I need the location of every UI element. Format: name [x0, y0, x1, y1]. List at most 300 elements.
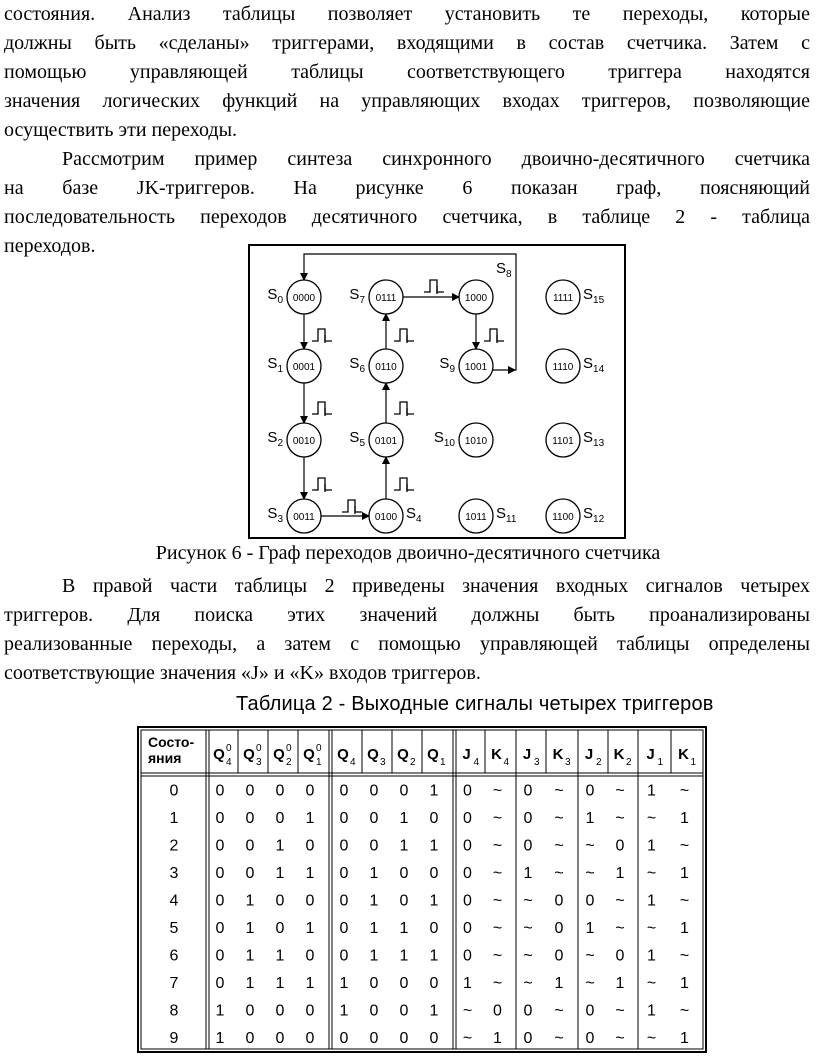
table-row [170, 783, 690, 800]
state-label: $S_4$ [406, 505, 422, 525]
figure-caption: Рисунок 6 - Граф переходов двоично-десятичного счетчика [155, 542, 661, 564]
table-cell: ~ [554, 837, 564, 855]
table-cell: 0 [305, 947, 315, 965]
state-label-index: 2 [277, 438, 283, 449]
table-cell: 0 [339, 1030, 349, 1047]
column-header-sub: 1 [657, 757, 664, 768]
table-cell: ~ [615, 782, 625, 800]
state-number-cell: 3 [169, 865, 179, 882]
table-inner-border [141, 730, 703, 1049]
table-cell: 0 [369, 1002, 379, 1020]
arrow-head [508, 366, 516, 374]
table-cell: 0 [275, 1030, 285, 1047]
state-code: 0111 [375, 293, 397, 304]
table-cell: 0 [554, 920, 564, 937]
text-line: Рассмотрим пример синтеза синхронного двоично-десятичного счетчика [62, 148, 810, 170]
table-cell: 0 [399, 1002, 409, 1020]
clock-pulse-icons [312, 280, 504, 514]
table-cell: ~ [554, 810, 564, 827]
table-row [170, 1003, 690, 1020]
table-cell: 1 [339, 1002, 349, 1020]
table-cell: 1 [523, 865, 533, 882]
table-cell: 0 [429, 810, 439, 827]
table-cell: ~ [523, 892, 533, 910]
table-cell: 1 [399, 810, 409, 827]
table-cell: 1 [647, 782, 656, 800]
column-header-sup: 0 [226, 743, 232, 754]
table-cell: ~ [523, 975, 533, 992]
table-cell: 1 [429, 892, 439, 910]
column-header: Q [427, 746, 439, 763]
state-node [349, 423, 403, 457]
column-header: K [678, 746, 689, 763]
state-label: $S_5$ [349, 429, 365, 449]
state-number-cell: 1 [169, 810, 179, 827]
table-cell: ~ [585, 975, 595, 992]
state-label-index: 9 [449, 364, 455, 375]
column-header-sub: 4 [503, 757, 510, 768]
table-cell: 1 [305, 975, 315, 992]
table-cell: 1 [647, 892, 656, 910]
state-code: 0110 [375, 362, 397, 373]
state-node [546, 499, 605, 533]
state-label: $S_{11}$ [496, 505, 517, 525]
column-header: Q [243, 746, 255, 763]
table-cell: ~ [554, 1002, 564, 1020]
table-cell: 0 [463, 810, 472, 827]
column-header-sub: 2 [626, 757, 632, 768]
state-node [546, 280, 605, 314]
table-cell: ~ [679, 892, 690, 910]
state-label: $S_{15}$ [583, 286, 605, 306]
table-cell: 0 [245, 1002, 255, 1020]
table-cell: 1 [305, 810, 315, 827]
state-label-index: 7 [359, 295, 365, 306]
table-cell: 0 [215, 947, 225, 965]
table-cell: 0 [554, 892, 564, 910]
table-cell: 0 [585, 1030, 595, 1047]
table-cell: 0 [275, 892, 285, 910]
column-header-sup: 0 [286, 743, 292, 754]
table-row [170, 975, 690, 992]
table-cell: 1 [399, 947, 409, 965]
table-cell: 0 [215, 892, 225, 910]
table-cell: 1 [554, 975, 564, 992]
column-header-sub: 4 [226, 757, 232, 768]
text-line: осуществить эти переходы. [4, 119, 238, 141]
state-label-index: 10 [443, 438, 455, 449]
table-cell: 0 [429, 865, 439, 882]
table-cell: 0 [305, 1002, 315, 1020]
table-cell: 1 [275, 947, 285, 965]
state-label: $S_3$ [267, 505, 283, 525]
table-cell: 0 [523, 1002, 533, 1020]
table-cell: ~ [615, 1030, 625, 1047]
table-cell: 1 [585, 810, 595, 827]
table-cell: 1 [680, 1030, 689, 1047]
state-node [546, 423, 605, 457]
table-cell: 1 [215, 1002, 225, 1020]
table-cell: 0 [215, 810, 225, 827]
table-cell: 0 [523, 837, 533, 855]
table-cell: 0 [463, 782, 472, 800]
column-header-sub: 3 [565, 757, 571, 768]
table-cell: 0 [215, 837, 225, 855]
table-cell: ~ [615, 810, 625, 827]
state-number-cell: 0 [169, 782, 179, 800]
state-code: 1000 [464, 293, 488, 304]
table-cell: 1 [305, 920, 315, 937]
table-cell: ~ [492, 782, 503, 800]
table-cell: 1 [369, 947, 379, 965]
column-header: K [613, 746, 625, 763]
table-cell: ~ [492, 865, 503, 882]
table-cell: 1 [369, 892, 379, 910]
paragraph-1 [4, 0, 810, 145]
clock-pulse-icon [484, 329, 504, 341]
table-cell: 0 [215, 920, 225, 937]
table-cell: 0 [369, 1030, 379, 1047]
column-header: Q [337, 746, 349, 763]
table-cell: 1 [339, 975, 349, 992]
table-cell: 0 [245, 810, 255, 827]
transition-table [136, 725, 722, 1055]
column-header: Q [303, 746, 315, 763]
column-header-sup: 0 [256, 743, 262, 754]
text-line: значения логических функций на управляющих входах триггеров, позволяющие [4, 90, 810, 112]
state-label: $S_8$ [496, 260, 512, 280]
state-label: $S_6$ [349, 355, 365, 375]
table-cell: 0 [369, 810, 379, 827]
header-state-label: яния [148, 750, 182, 766]
table-cell: ~ [615, 892, 625, 910]
table-cell: 0 [245, 865, 255, 882]
table-cell: 0 [275, 1002, 285, 1020]
state-label-index: 6 [359, 364, 365, 375]
table-cell: ~ [679, 782, 690, 800]
clock-pulse-icon [424, 280, 444, 292]
state-node [459, 260, 512, 314]
table-cell: 1 [429, 837, 439, 855]
state-node [459, 499, 517, 533]
text-line: соответствующие значения «J» и «K» входов триггеров. [4, 662, 481, 684]
state-label: $S_{13}$ [583, 429, 605, 449]
clock-pulse-icon [312, 329, 332, 341]
table-cell: 1 [647, 947, 656, 965]
table-cell: 0 [399, 782, 409, 800]
table-cell: 0 [429, 1030, 439, 1047]
table-cell: 0 [245, 782, 255, 800]
paragraph-3 [4, 572, 810, 688]
table-cell: ~ [615, 920, 625, 937]
table-cell: 0 [585, 782, 595, 800]
table-cell: 0 [215, 782, 225, 800]
column-header-sub: 2 [596, 757, 602, 768]
table-row [170, 920, 690, 937]
column-header: Q [367, 746, 379, 763]
state-code: 1101 [552, 436, 574, 447]
table-cell: ~ [554, 1030, 564, 1047]
column-header: Q [397, 746, 409, 763]
column-header-sub: 3 [380, 757, 386, 768]
column-header: Q [213, 746, 225, 763]
table-cell: ~ [585, 865, 595, 882]
column-header-sup: 0 [316, 743, 322, 754]
table-cell: 0 [399, 975, 409, 992]
table-cell: ~ [492, 975, 503, 992]
table-cell: 0 [339, 782, 349, 800]
state-label-index: 12 [593, 514, 605, 525]
table-cell: 1 [615, 865, 625, 882]
column-header-sub: 2 [286, 757, 292, 768]
table-row [170, 810, 690, 827]
column-header-sub: 2 [410, 757, 416, 768]
table-cell: 1 [245, 920, 255, 937]
table-cell: 0 [399, 865, 409, 882]
state-label-index: 1 [277, 364, 283, 375]
table-row [170, 893, 690, 910]
column-header-sub: 1 [316, 757, 322, 768]
table-cell: ~ [523, 947, 533, 965]
table-row [170, 1030, 690, 1047]
text-line: реализованные переходы, а затем с помощью управляющей таблицы определены [4, 633, 810, 655]
table-cell: 1 [429, 947, 439, 965]
table-cell: 0 [275, 920, 285, 937]
table-cell: ~ [646, 865, 657, 882]
table-row [170, 865, 690, 882]
column-header-sub: 4 [473, 757, 480, 768]
table-cell: 0 [275, 810, 285, 827]
table-cell: 0 [429, 920, 439, 937]
table-cell: 0 [463, 892, 472, 910]
table-cell: 0 [523, 1030, 533, 1047]
table-cell: ~ [554, 865, 564, 882]
state-code: 1100 [552, 512, 574, 523]
state-number-cell: 7 [169, 975, 179, 992]
text-line: на базе JK-триггеров. На рисунке 6 показан граф, поясняющий [4, 177, 810, 199]
text-line: помощью управляющей таблицы соответствующего триггера находятся [4, 61, 810, 83]
table-cell: 0 [585, 892, 595, 910]
state-node [369, 499, 422, 533]
table-cell: 1 [615, 975, 625, 992]
table-cell: ~ [492, 892, 503, 910]
table-cell: 0 [275, 782, 285, 800]
clock-pulse-icon [342, 500, 362, 512]
table-cell: 1 [369, 920, 379, 937]
state-label-index: 3 [277, 514, 283, 525]
table-cell: 0 [369, 782, 379, 800]
table-cell: 0 [305, 1030, 315, 1047]
state-label-index: 8 [506, 269, 512, 280]
state-number-cell: 5 [169, 920, 179, 937]
table-cell: 1 [429, 782, 439, 800]
state-label-index: 4 [416, 514, 422, 525]
table-cell: ~ [462, 1030, 473, 1047]
column-header: J [646, 746, 655, 763]
state-label: $S_0$ [267, 286, 283, 306]
table-cell: ~ [492, 947, 503, 965]
table-cell: 1 [680, 975, 689, 992]
state-label: $S_7$ [349, 286, 365, 306]
table-cell: 0 [463, 865, 472, 882]
state-node [434, 423, 493, 457]
column-header-sub: 3 [534, 757, 540, 768]
table-cell: 0 [245, 1030, 255, 1047]
table-cell: 0 [429, 975, 439, 992]
table-cell: 0 [585, 1002, 595, 1020]
column-header-sub: 4 [350, 757, 356, 768]
state-label-index: 11 [506, 514, 517, 525]
table-cell: ~ [462, 1002, 473, 1020]
state-code: 0010 [292, 436, 316, 447]
table-cell: 0 [493, 1002, 502, 1020]
table-cell: 0 [245, 837, 255, 855]
table-cell: 1 [305, 865, 315, 882]
table-cell: 0 [305, 837, 315, 855]
table-row [170, 838, 690, 855]
table-cell: 0 [463, 837, 472, 855]
state-number-cell: 6 [169, 947, 179, 965]
state-node [267, 280, 321, 314]
table-cell: 1 [275, 975, 285, 992]
state-label: $S_{14}$ [583, 355, 605, 375]
state-label: $S_{12}$ [583, 505, 605, 525]
state-number-cell: 2 [169, 837, 179, 855]
clock-pulse-icon [394, 329, 414, 341]
state-number-cell: 4 [169, 892, 179, 910]
table-cell: 1 [647, 837, 656, 855]
state-label: $S_{10}$ [433, 429, 455, 449]
table-cell: ~ [646, 1030, 657, 1047]
state-node [267, 349, 321, 383]
table-cell: 1 [429, 1002, 439, 1020]
table-cell: 1 [369, 865, 379, 882]
state-label-index: 0 [277, 295, 283, 306]
clock-pulse-icon [312, 402, 332, 414]
state-label-index: 13 [593, 438, 605, 449]
clock-pulse-icon [394, 478, 414, 490]
table-cell: 1 [493, 1030, 502, 1047]
table-cell: ~ [585, 837, 595, 855]
column-header-sub: 1 [440, 757, 446, 768]
state-code: 0001 [292, 362, 316, 373]
table-cell: 0 [523, 810, 533, 827]
table-cell: 0 [399, 1030, 409, 1047]
table-cell: 1 [245, 975, 255, 992]
table-cell: 0 [339, 837, 349, 855]
table-cell: ~ [554, 782, 564, 800]
column-header: K [491, 746, 502, 763]
table-cell: 1 [585, 920, 595, 937]
column-header-sub: 1 [690, 757, 697, 768]
column-header: J [522, 746, 532, 763]
column-header-sub: 3 [256, 757, 262, 768]
state-node [349, 349, 403, 383]
table-cell: ~ [585, 947, 595, 965]
table-cell: 1 [245, 892, 255, 910]
column-header: Q [273, 746, 285, 763]
table-cell: ~ [646, 810, 657, 827]
table-cell: 1 [215, 1030, 225, 1047]
table-cell: ~ [679, 947, 690, 965]
table-cell: 1 [680, 810, 689, 827]
table-cell: ~ [679, 1002, 690, 1020]
table-cell: 0 [339, 810, 349, 827]
table-cell: 0 [339, 892, 349, 910]
state-label: $S_2$ [267, 429, 283, 449]
state-label-index: 5 [359, 438, 365, 449]
table-cell: 0 [305, 782, 315, 800]
table-cell: ~ [646, 920, 657, 937]
state-node [267, 423, 321, 457]
table-cell: 0 [215, 865, 225, 882]
text-line: триггеров. Для поиска этих значений должны быть проанализированы [4, 604, 810, 626]
table-cell: ~ [646, 975, 657, 992]
table-cell: 0 [369, 837, 379, 855]
clock-pulse-icon [312, 478, 332, 490]
state-code: 0101 [374, 436, 398, 447]
table-cell: 0 [463, 947, 472, 965]
table-cell: 0 [369, 975, 379, 992]
state-node [439, 349, 493, 383]
table-row [170, 948, 690, 965]
column-header: J [462, 746, 471, 763]
header-state-label: Состо- [148, 734, 195, 750]
text-line: В правой части таблицы 2 приведены значения входных сигналов четырех [62, 575, 810, 597]
state-code: 0011 [293, 512, 315, 523]
table-cell: 1 [245, 947, 255, 965]
column-header: J [584, 746, 594, 763]
table-cell: 0 [463, 920, 472, 937]
table-cell: ~ [492, 920, 503, 937]
table-cell: 0 [339, 947, 349, 965]
table-cell: 1 [680, 920, 689, 937]
table-cell: 0 [215, 975, 225, 992]
table-cell: ~ [679, 837, 690, 855]
state-number-cell: 8 [169, 1002, 179, 1020]
table-cell: 0 [523, 782, 533, 800]
state-code: 1011 [465, 512, 487, 523]
text-line: состояния. Анализ таблицы позволяет установить те переходы, которые [4, 3, 810, 25]
state-code: 0100 [374, 512, 398, 523]
state-node [267, 499, 321, 533]
text-line: последовательность переходов десятичного счетчика, в таблице 2 - таблица [4, 206, 810, 228]
table-cell: 0 [339, 920, 349, 937]
table-cell: 0 [615, 837, 625, 855]
text-line: должны быть «сделаны» триггерами, входящими в состав счетчика. Затем с [4, 32, 810, 54]
state-node [546, 349, 605, 383]
text-line: переходов. [4, 235, 96, 257]
table-cell: 0 [399, 892, 409, 910]
table-cell: 0 [305, 892, 315, 910]
table-cell: 1 [275, 865, 285, 882]
table-cell: 1 [399, 837, 409, 855]
state-transition-graph [248, 244, 628, 540]
table-cell: 1 [463, 975, 472, 992]
clock-pulse-icon [394, 402, 414, 414]
state-code: 1110 [552, 362, 574, 373]
state-number-cell: 9 [169, 1030, 179, 1047]
table-cell: ~ [492, 810, 503, 827]
table-cell: 1 [399, 920, 409, 937]
state-label: $S_9$ [439, 355, 455, 375]
graph-nodes [267, 260, 604, 533]
table-cell: ~ [523, 920, 533, 937]
table-cell: 0 [339, 865, 349, 882]
state-node [349, 280, 403, 314]
table-title: Таблица 2 - Выходные сигналы четырех триггеров [236, 693, 714, 715]
table-cell: 0 [554, 947, 564, 965]
